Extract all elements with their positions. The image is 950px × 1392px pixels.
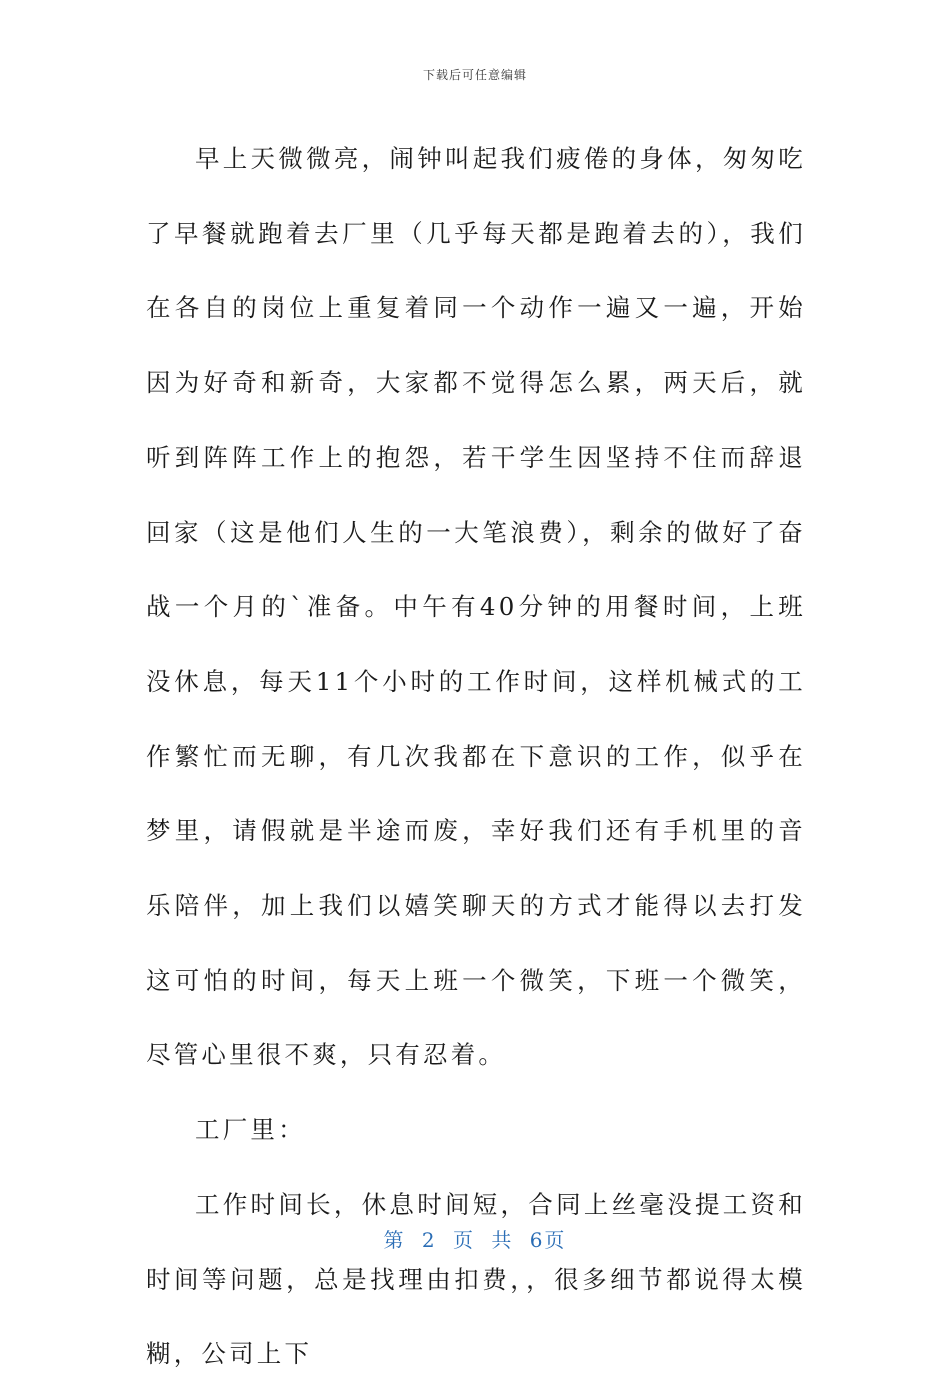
paragraph-factory-issues: 工作时间长，休息时间短，合同上丝毫没提工资和时间等问题，总是找理由扣费，，很多细节都说得太模糊，公司上下 xyxy=(146,1189,806,1369)
page-number-footer: 第 2 页 共 6页 xyxy=(383,1228,567,1252)
body-text xyxy=(146,122,806,1392)
paragraph-daily-routine: 早上天微微亮，闹钟叫起我们疲倦的身体，匆匆吃了早餐就跑着去厂里（几乎每天都是跑着去的），我们在各自的岗位上重复着同一个动作一遍又一遍，开始因为好奇和新奇，大家都不觉得怎么累，两天后，就听到阵阵工作上的抱怨，若干学生因坚持不住而辞退回家（这是他们人生的一大笔浪费），剩余的做好了奋战一个月的`准备。中午有40分钟的用餐时间，上班没休息，每天11个小时的工作时间，这样机械式的工作繁忙而无聊，有几次我都在下意识的工作，似乎在梦里，请假就是半途而废，幸好我们还有手机里的音乐陪伴，加上我们以嬉笑聊天的方式才能得以去打发这可怕的时间，每天上班一个微笑，下班一个微笑，尽管心里很不爽，只有忍着。 xyxy=(146,144,806,1070)
paragraph-factory-heading: 工厂里： xyxy=(195,1115,306,1145)
header-note: 下载后可任意编辑 xyxy=(422,68,527,82)
